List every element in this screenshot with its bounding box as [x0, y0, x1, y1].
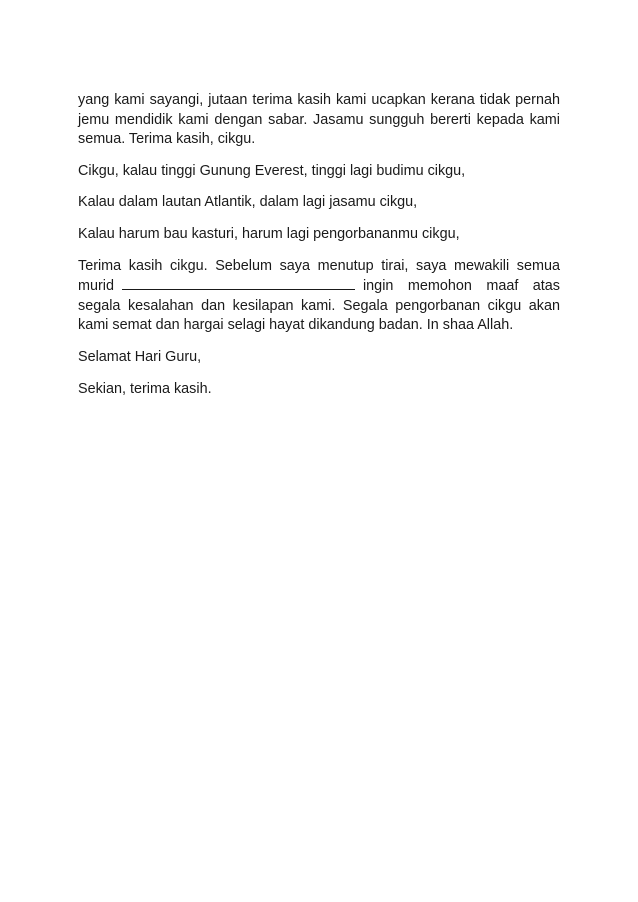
apology-text-end: ingin memohon maaf atas segala kesalahan dan kesilapan kami. Segala pengorbanan cikgu akan kami semat dan hargai selagi hayat dikandung badan. In shaa Allah.	[78, 278, 560, 334]
paragraph-gratitude: yang kami sayangi, jutaan terima kasih kami ucapkan kerana tidak pernah jemu mendidik kami dengan sabar. Jasamu sungguh bererti kepada kami semua. Terima kasih, cikgu.	[78, 92, 560, 148]
paragraph-atlantik: Kalau dalam lautan Atlantik, dalam lagi jasamu cikgu,	[78, 194, 418, 211]
paragraph-kasturi: Kalau harum bau kasturi, harum lagi pengorbananmu cikgu,	[78, 225, 460, 242]
apology-text-start: Terima kasih cikgu. Sebelum saya menutup tirai, saya mewakili semua murid	[78, 257, 560, 295]
paragraph-closing: Sekian, terima kasih.	[78, 380, 212, 397]
paragraph-apology	[78, 257, 560, 336]
paragraph-everest: Cikgu, kalau tinggi Gunung Everest, tinggi lagi budimu cikgu,	[78, 162, 466, 179]
fill-in-blank-line	[122, 276, 355, 290]
paragraph-greeting: Selamat Hari Guru,	[78, 348, 202, 365]
document-body	[78, 91, 560, 411]
